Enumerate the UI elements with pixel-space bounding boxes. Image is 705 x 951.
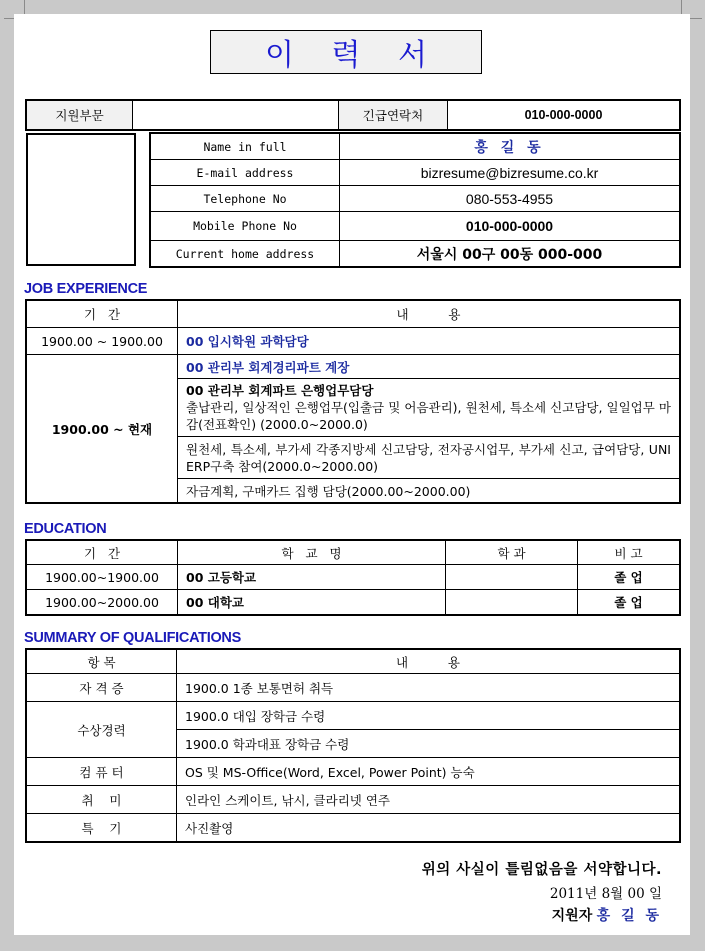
edu-col-school: 학 교 명 bbox=[178, 541, 446, 565]
document-page bbox=[14, 14, 690, 935]
name-label: Name in full bbox=[151, 134, 340, 160]
photo-box[interactable] bbox=[26, 133, 136, 266]
signature-statement: 위의 사실이 틀림없음을 서약합니다. bbox=[421, 862, 662, 878]
education-heading: EDUCATION bbox=[24, 521, 107, 537]
qual-item-awards: 수상경력 bbox=[27, 702, 177, 758]
mobile-label: Mobile Phone No bbox=[151, 212, 340, 241]
job-item-detail-3: 원천세, 특소세, 부가세 각종지방세 신고담당, 전자공시업무, 부가세 신고, 급여담당, UNI ERP구축 참여(2000.0~2000.00) bbox=[178, 437, 680, 479]
qual-content-award-2: 1900.0 학과대표 장학금 수령 bbox=[177, 730, 680, 758]
edu-major-1 bbox=[446, 565, 578, 590]
edu-period-2: 1900.00~2000.00 bbox=[27, 590, 178, 615]
job-experience-heading: JOB EXPERIENCE bbox=[24, 281, 148, 297]
job-experience-table bbox=[26, 300, 680, 503]
job-item-2 bbox=[178, 379, 680, 437]
qual-col-item: 항 목 bbox=[27, 650, 177, 674]
edu-col-note: 비 고 bbox=[578, 541, 680, 565]
job-item-title-1: 00 관리부 회계경리파트 계장 bbox=[178, 355, 680, 379]
edu-col-major: 학 과 bbox=[446, 541, 578, 565]
applicant-label: 지원자 bbox=[551, 908, 593, 924]
edu-school-2: 00 대학교 bbox=[178, 590, 446, 615]
job-period-1: 1900.00 ~ 1900.00 bbox=[27, 328, 178, 355]
email-label: E-mail address bbox=[151, 160, 340, 186]
emergency-contact-value: 010-000-0000 bbox=[448, 101, 680, 130]
mobile-value: 010-000-0000 bbox=[340, 212, 680, 241]
personal-info-table bbox=[150, 133, 680, 267]
qual-content-specialty: 사진촬영 bbox=[177, 814, 680, 842]
edu-school-1: 00 고등학교 bbox=[178, 565, 446, 590]
signature-date: 2011년 8월 00 일 bbox=[549, 886, 662, 902]
qual-content-award-1: 1900.0 대입 장학금 수령 bbox=[177, 702, 680, 730]
qual-item-computer: 컴 퓨 터 bbox=[27, 758, 177, 786]
address-label: Current home address bbox=[151, 241, 340, 267]
telephone-label: Telephone No bbox=[151, 186, 340, 212]
qual-item-specialty: 특 기 bbox=[27, 814, 177, 842]
job-period-2: 1900.00 ~ 현재 bbox=[27, 355, 178, 503]
edu-note-2: 졸 업 bbox=[578, 590, 680, 615]
applicant-name: 홍 길 동 bbox=[596, 908, 662, 924]
address-value: 서울시 00구 00동 000-000 bbox=[340, 241, 680, 267]
signature-applicant bbox=[552, 905, 662, 925]
job-item-detail-4: 자금계획, 구매카드 집행 담당(2000.00~2000.00) bbox=[178, 479, 680, 503]
name-value: 홍 길 동 bbox=[340, 134, 680, 160]
education-table bbox=[26, 540, 680, 615]
qual-item-license: 자 격 증 bbox=[27, 674, 177, 702]
qual-content-license: 1900.0 1종 보통면허 취득 bbox=[177, 674, 680, 702]
edu-col-period: 기 간 bbox=[27, 541, 178, 565]
edu-period-1: 1900.00~1900.00 bbox=[27, 565, 178, 590]
edu-note-1: 졸 업 bbox=[578, 565, 680, 590]
dept-value[interactable] bbox=[133, 101, 339, 130]
telephone-value: 080-553-4955 bbox=[340, 186, 680, 212]
qualifications-table bbox=[26, 649, 680, 842]
job-content-1: 00 입시학원 과학담당 bbox=[178, 328, 680, 355]
application-header-table bbox=[26, 100, 680, 130]
job-col-content: 내 용 bbox=[178, 301, 680, 328]
qual-content-hobby: 인라인 스케이트, 낚시, 클라리넷 연주 bbox=[177, 786, 680, 814]
edu-major-2 bbox=[446, 590, 578, 615]
job-item-title-2: 00 관리부 회계파트 은행업무담당 bbox=[186, 383, 374, 398]
qual-col-content: 내 용 bbox=[177, 650, 680, 674]
emergency-contact-label: 긴급연락처 bbox=[339, 101, 448, 130]
job-item-detail-2: 출납관리, 일상적인 은행업무(입출금 및 어음관리), 원천세, 특소세 신고담당, 일일업무 마감(전표확인) (2000.0~2000.0) bbox=[186, 400, 671, 432]
document-title: 이 력 서 bbox=[210, 30, 482, 74]
dept-label: 지원부문 bbox=[27, 101, 133, 130]
qual-item-hobby: 취 미 bbox=[27, 786, 177, 814]
qualifications-heading: SUMMARY OF QUALIFICATIONS bbox=[24, 630, 241, 646]
job-col-period: 기 간 bbox=[27, 301, 178, 328]
email-value: bizresume@bizresume.co.kr bbox=[340, 160, 680, 186]
qual-content-computer: OS 및 MS-Office(Word, Excel, Power Point) 능숙 bbox=[177, 758, 680, 786]
